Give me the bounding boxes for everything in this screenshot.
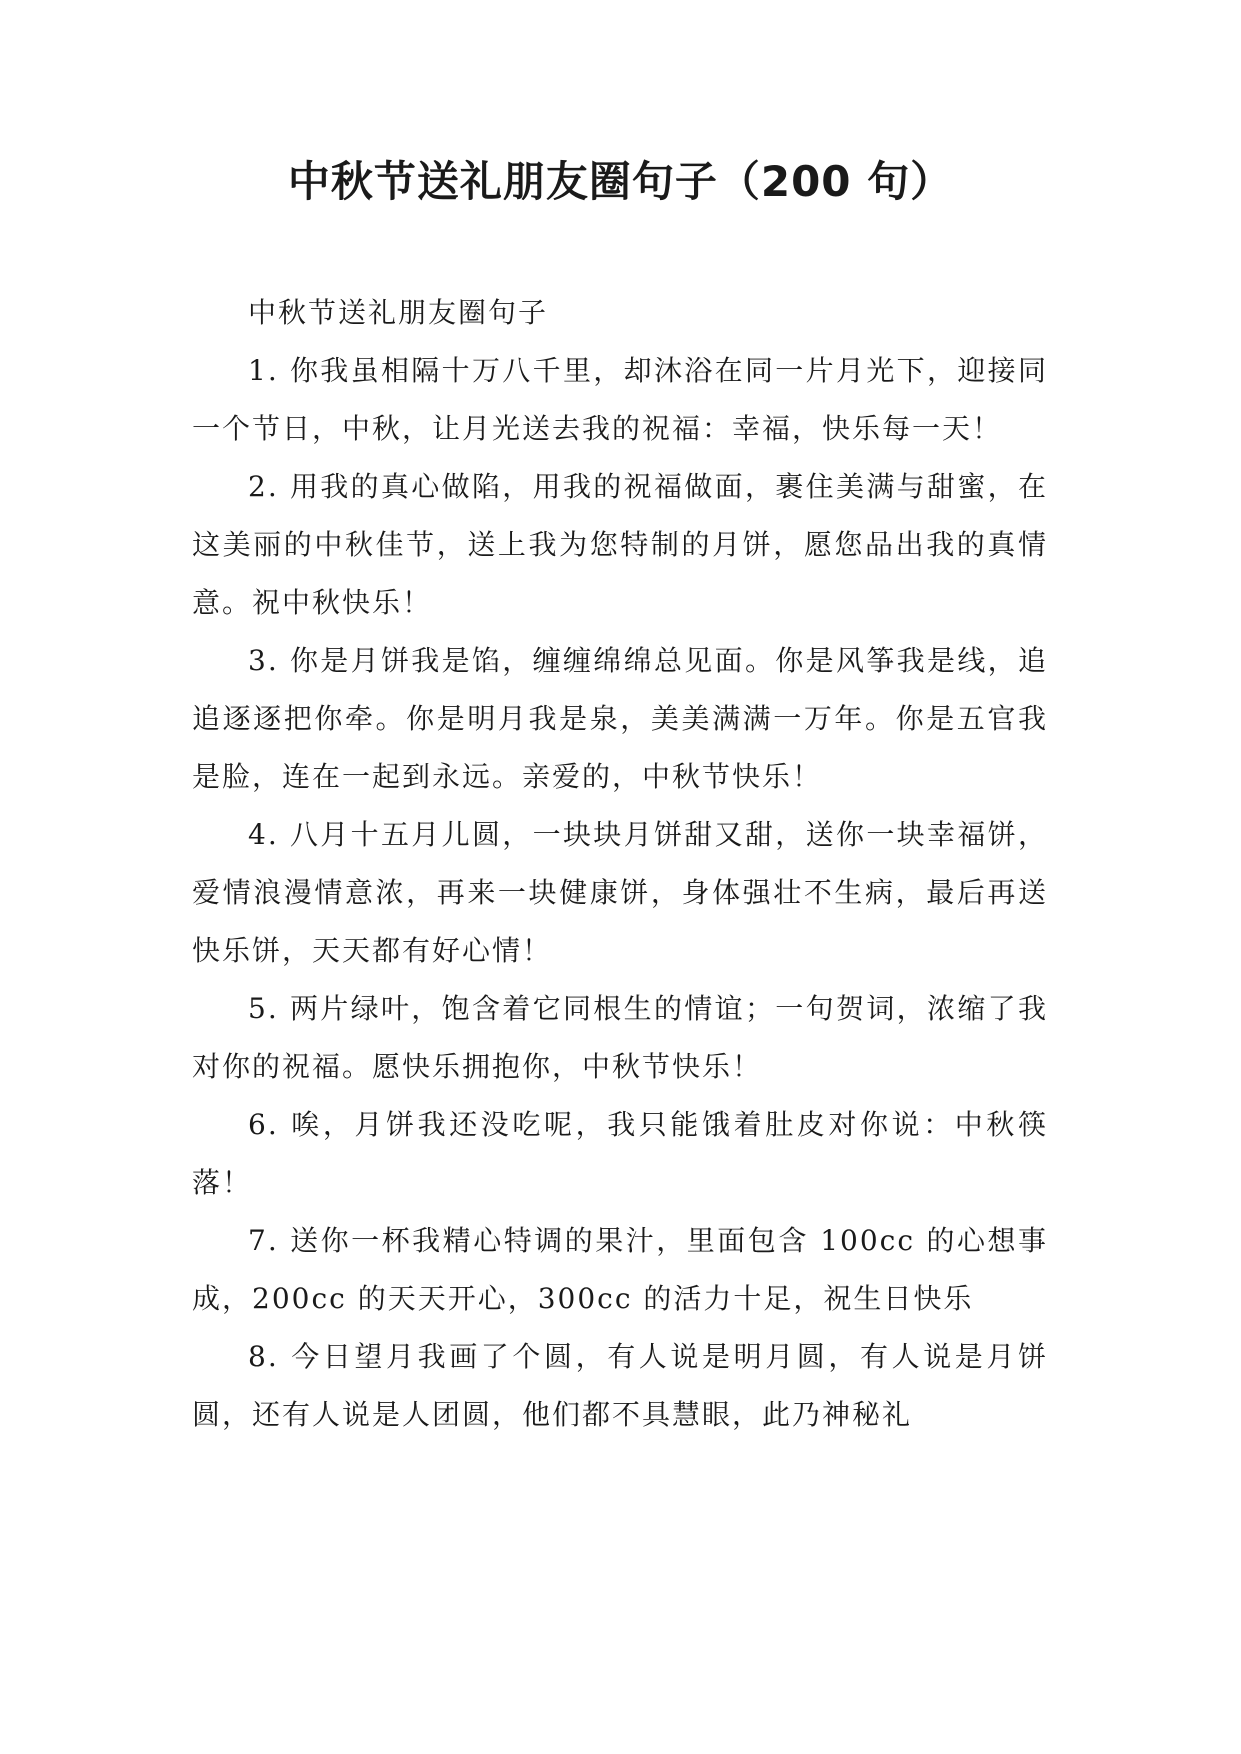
sentence-3: 3. 你是月饼我是馅，缠缠绵绵总见面。你是风筝我是线，追追逐逐把你牵。你是明月我是泉，美美满满一万年。你是五官我是脸，连在一起到永远。亲爱的，中秋节快乐！ [192,644,1048,793]
sentence-6: 6. 唉，月饼我还没吃呢，我只能饿着肚皮对你说：中秋筷落！ [192,1108,1048,1199]
sentence-5: 5. 两片绿叶，饱含着它同根生的情谊；一句贺词，浓缩了我对你的祝福。愿快乐拥抱你，中秋节快乐！ [192,992,1048,1083]
section-heading: 中秋节送礼朋友圈句子 [248,296,549,329]
sentence-1: 1. 你我虽相隔十万八千里，却沐浴在同一片月光下，迎接同一个节日，中秋，让月光送去我的祝福：幸福，快乐每一天！ [192,354,1048,445]
sentence-2: 2. 用我的真心做陷，用我的祝福做面，裹住美满与甜蜜，在这美丽的中秋佳节，送上我为您特制的月饼，愿您品出我的真情意。祝中秋快乐！ [192,470,1048,619]
sentence-8: 8. 今日望月我画了个圆，有人说是明月圆，有人说是月饼圆，还有人说是人团圆，他们都不具慧眼，此乃神秘礼 [192,1340,1048,1431]
document-title: 中秋节送礼朋友圈句子（200 句） [287,157,954,206]
sentence-7: 7. 送你一杯我精心特调的果汁，里面包含 100cc 的心想事成，200cc 的天天开心，300cc 的活力十足，祝生日快乐 [192,1224,1048,1315]
document-body [192,284,1048,1444]
sentence-4: 4. 八月十五月儿圆，一块块月饼甜又甜，送你一块幸福饼，爱情浪漫情意浓，再来一块健康饼，身体强壮不生病，最后再送快乐饼，天天都有好心情！ [192,818,1048,967]
